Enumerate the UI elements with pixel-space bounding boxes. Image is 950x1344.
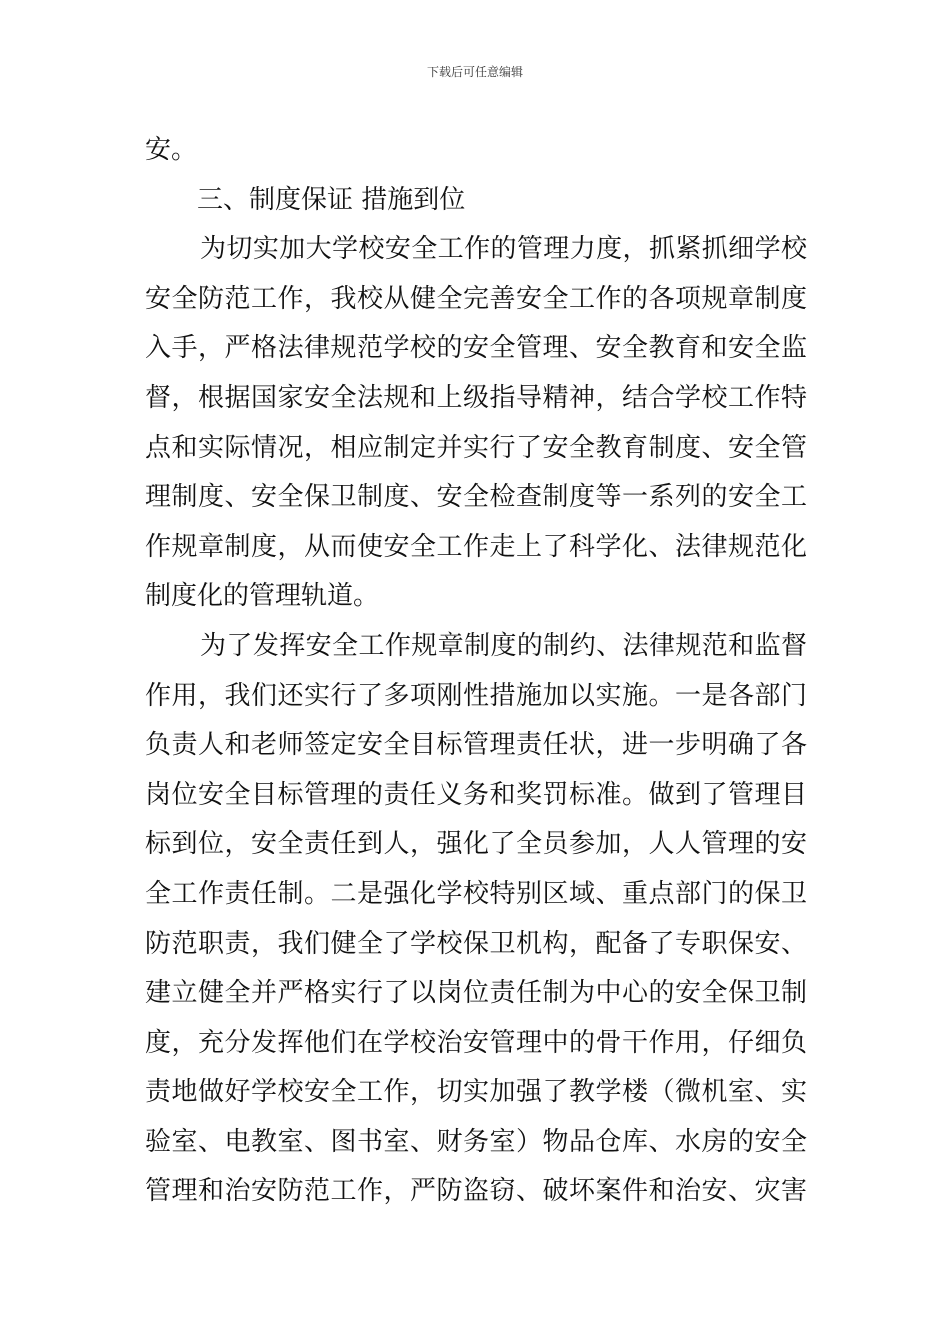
text-line: 制度化的管理轨道。 — [145, 581, 380, 612]
text-line: 标到位，安全责任到人，强化了全员参加，人人管理的安 — [145, 829, 807, 860]
text-line: 建立健全并严格实行了以岗位责任制为中心的安全保卫制 — [145, 978, 807, 1009]
text-line: 安。 — [145, 135, 198, 165]
text-line: 督，根据国家安全法规和上级指导精神，结合学校工作特 — [145, 382, 807, 413]
section-heading: 三、制度保证 措施到位 — [197, 184, 466, 215]
text-line: 入手，严格法律规范学校的安全管理、安全教育和安全监 — [145, 333, 807, 364]
text-line: 点和实际情况，相应制定并实行了安全教育制度、安全管 — [145, 432, 807, 463]
text-line: 验室、电教室、图书室、财务室）物品仓库、水房的安全 — [145, 1126, 807, 1157]
text-line: 管理和治安防范工作，严防盗窃、破坏案件和治安、灾害 — [145, 1176, 807, 1207]
document-body — [145, 126, 807, 1217]
text-line: 防范职责，我们健全了学校保卫机构，配备了专职保安、 — [145, 928, 807, 959]
text-line: 岗位安全目标管理的责任义务和奖罚标准。做到了管理目 — [145, 779, 807, 810]
page-header: 下载后可任意编辑 — [426, 65, 523, 79]
text-line: 责地做好学校安全工作，切实加强了教学楼（微机室、实 — [145, 1077, 807, 1108]
text-line: 度，充分发挥他们在学校治安管理中的骨干作用，仔细负 — [145, 1027, 807, 1058]
text-line: 作规章制度，从而使安全工作走上了科学化、法律规范化 — [145, 531, 807, 562]
text-line: 理制度、安全保卫制度、安全检查制度等一系列的安全工 — [145, 482, 807, 513]
text-line: 为了发挥安全工作规章制度的制约、法律规范和监督 — [200, 630, 807, 661]
text-line: 负责人和老师签定安全目标管理责任状，进一步明确了各 — [145, 730, 807, 761]
text-line: 安全防范工作，我校从健全完善安全工作的各项规章制度 — [145, 283, 807, 314]
text-line: 全工作责任制。二是强化学校特别区域、重点部门的保卫 — [145, 878, 807, 909]
text-line: 为切实加大学校安全工作的管理力度，抓紧抓细学校 — [200, 234, 807, 265]
text-line: 作用，我们还实行了多项刚性措施加以实施。一是各部门 — [145, 680, 807, 711]
